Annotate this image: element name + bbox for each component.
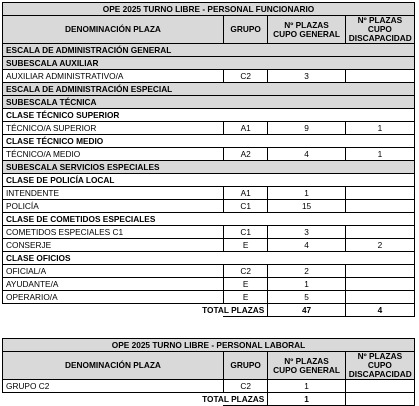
section-row bbox=[3, 109, 415, 122]
funcionario-body bbox=[3, 3, 415, 317]
header-grupo: GRUPO bbox=[223, 16, 267, 44]
table-row bbox=[3, 291, 415, 304]
header-grupo: GRUPO bbox=[223, 352, 267, 380]
cell-grupo: A1 bbox=[223, 122, 267, 135]
header-discapacidad: Nº PLAZAS CUPO DISCAPACIDAD bbox=[345, 16, 414, 44]
section-row bbox=[3, 44, 415, 57]
cell-discapacidad bbox=[345, 265, 414, 278]
table-row bbox=[3, 226, 415, 239]
table-row bbox=[3, 278, 415, 291]
funcionario-title: OPE 2025 TURNO LIBRE - PERSONAL FUNCIONARIO bbox=[3, 3, 415, 16]
section-row bbox=[3, 161, 415, 174]
cell-grupo: C2 bbox=[223, 265, 267, 278]
total-row bbox=[3, 393, 415, 406]
cell-denominacion: CONSERJE bbox=[3, 239, 224, 252]
section-row bbox=[3, 57, 415, 70]
section-label: ESCALA DE ADMINISTRACIÓN ESPECIAL bbox=[3, 83, 415, 96]
total-label: TOTAL PLAZAS bbox=[223, 304, 267, 317]
cell-denominacion: TÉCNICO/A MEDIO bbox=[3, 148, 224, 161]
cell-grupo: C2 bbox=[223, 70, 267, 83]
cell-grupo: C1 bbox=[223, 200, 267, 213]
cell-cupo-general: 5 bbox=[268, 291, 345, 304]
cell-denominacion: AYUDANTE/A bbox=[3, 278, 224, 291]
cell-discapacidad bbox=[345, 200, 414, 213]
table-row bbox=[3, 380, 415, 393]
cell-denominacion: COMETIDOS ESPECIALES C1 bbox=[3, 226, 224, 239]
cell-cupo-general: 4 bbox=[268, 239, 345, 252]
cell-denominacion: GRUPO C2 bbox=[3, 380, 224, 393]
section-row bbox=[3, 252, 415, 265]
header-cupo-general: Nº PLAZAS CUPO GENERAL bbox=[268, 16, 345, 44]
cell-grupo: C2 bbox=[223, 380, 267, 393]
funcionario-header-row bbox=[3, 16, 415, 44]
cell-cupo-general: 15 bbox=[268, 200, 345, 213]
laboral-body bbox=[3, 339, 415, 406]
table-row bbox=[3, 122, 415, 135]
total-spacer bbox=[3, 304, 224, 317]
section-label: CLASE OFICIOS bbox=[3, 252, 415, 265]
section-label: CLASE DE POLICÍA LOCAL bbox=[3, 174, 415, 187]
header-discapacidad: Nº PLAZAS CUPO DISCAPACIDAD bbox=[345, 352, 414, 380]
cell-grupo: A1 bbox=[223, 187, 267, 200]
section-row bbox=[3, 83, 415, 96]
cell-discapacidad bbox=[345, 380, 414, 393]
laboral-header-row bbox=[3, 352, 415, 380]
total-label: TOTAL PLAZAS bbox=[223, 393, 267, 406]
cell-discapacidad: 2 bbox=[345, 239, 414, 252]
section-label: SUBESCALA TÉCNICA bbox=[3, 96, 415, 109]
laboral-table bbox=[2, 338, 415, 406]
laboral-title-row bbox=[3, 339, 415, 352]
cell-discapacidad bbox=[345, 291, 414, 304]
total-discapacidad: 4 bbox=[345, 304, 414, 317]
section-row bbox=[3, 96, 415, 109]
funcionario-table bbox=[2, 2, 415, 317]
cell-cupo-general: 1 bbox=[268, 380, 345, 393]
cell-cupo-general: 3 bbox=[268, 226, 345, 239]
section-label: CLASE DE COMETIDOS ESPECIALES bbox=[3, 213, 415, 226]
laboral-title: OPE 2025 TURNO LIBRE - PERSONAL LABORAL bbox=[3, 339, 415, 352]
table-row bbox=[3, 239, 415, 252]
cell-discapacidad: 1 bbox=[345, 148, 414, 161]
table-row bbox=[3, 187, 415, 200]
cell-grupo: C1 bbox=[223, 226, 267, 239]
total-row bbox=[3, 304, 415, 317]
cell-discapacidad bbox=[345, 226, 414, 239]
section-row bbox=[3, 135, 415, 148]
cell-grupo: E bbox=[223, 291, 267, 304]
section-label: SUBESCALA SERVICIOS ESPECIALES bbox=[3, 161, 415, 174]
cell-grupo: A2 bbox=[223, 148, 267, 161]
header-cupo-general: Nº PLAZAS CUPO GENERAL bbox=[268, 352, 345, 380]
total-cupo-general: 47 bbox=[268, 304, 345, 317]
section-label: CLASE TÉCNICO MEDIO bbox=[3, 135, 415, 148]
cell-cupo-general: 2 bbox=[268, 265, 345, 278]
cell-discapacidad: 1 bbox=[345, 122, 414, 135]
section-label: SUBESCALA AUXILIAR bbox=[3, 57, 415, 70]
cell-cupo-general: 1 bbox=[268, 187, 345, 200]
total-cupo-general: 1 bbox=[268, 393, 345, 406]
table-row bbox=[3, 265, 415, 278]
cell-cupo-general: 3 bbox=[268, 70, 345, 83]
total-discapacidad bbox=[345, 393, 414, 406]
header-denominacion: DENOMINACIÓN PLAZA bbox=[3, 352, 224, 380]
section-row bbox=[3, 213, 415, 226]
header-denominacion: DENOMINACIÓN PLAZA bbox=[3, 16, 224, 44]
cell-denominacion: AUXILIAR ADMINISTRATIVO/A bbox=[3, 70, 224, 83]
table-row bbox=[3, 200, 415, 213]
cell-grupo: E bbox=[223, 239, 267, 252]
cell-cupo-general: 4 bbox=[268, 148, 345, 161]
cell-discapacidad bbox=[345, 187, 414, 200]
section-row bbox=[3, 174, 415, 187]
cell-denominacion: TÉCNICO/A SUPERIOR bbox=[3, 122, 224, 135]
cell-discapacidad bbox=[345, 70, 414, 83]
total-spacer bbox=[3, 393, 224, 406]
table-row bbox=[3, 148, 415, 161]
cell-denominacion: INTENDENTE bbox=[3, 187, 224, 200]
section-label: CLASE TÉCNICO SUPERIOR bbox=[3, 109, 415, 122]
cell-cupo-general: 1 bbox=[268, 278, 345, 291]
section-label: ESCALA DE ADMINISTRACIÓN GENERAL bbox=[3, 44, 415, 57]
table-row bbox=[3, 70, 415, 83]
cell-grupo: E bbox=[223, 278, 267, 291]
funcionario-title-row bbox=[3, 3, 415, 16]
cell-cupo-general: 9 bbox=[268, 122, 345, 135]
cell-denominacion: OPERARIO/A bbox=[3, 291, 224, 304]
cell-discapacidad bbox=[345, 278, 414, 291]
cell-denominacion: OFICIAL/A bbox=[3, 265, 224, 278]
cell-denominacion: POLICÍA bbox=[3, 200, 224, 213]
